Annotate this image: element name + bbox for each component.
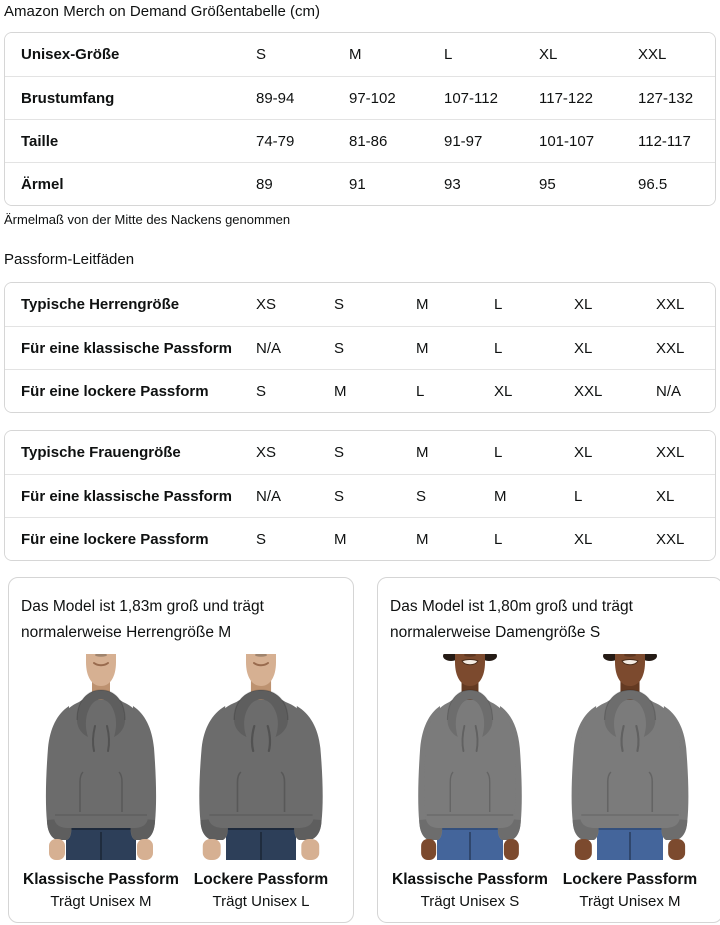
cell: S xyxy=(334,487,345,505)
cell: M xyxy=(334,530,347,548)
cell: L xyxy=(444,46,453,63)
row-label: Für eine lockere Passform xyxy=(21,530,209,548)
male-loose-fit-photo xyxy=(193,654,329,860)
sleeve-measure-note: Ärmelmaß von der Mitte des Nackens genommen xyxy=(4,212,291,227)
cell: L xyxy=(494,444,503,461)
size-label: Trägt Unisex L xyxy=(212,893,310,910)
cell: 96.5 xyxy=(638,175,668,193)
size-table xyxy=(4,32,716,206)
face xyxy=(246,654,276,686)
model-cards xyxy=(4,577,716,923)
cell: M xyxy=(416,444,429,461)
cell: L xyxy=(574,487,583,505)
model-description: Das Model ist 1,80m groß und trägt normalerweise Damengröße S xyxy=(390,598,633,641)
jeans xyxy=(66,826,136,860)
female-loose-fit-photo xyxy=(562,654,698,860)
fit-label: Klassische Passform xyxy=(392,871,548,888)
row-label: Für eine lockere Passform xyxy=(21,382,209,400)
cell: XXL xyxy=(656,530,685,548)
row-label: Für eine klassische Passform xyxy=(21,339,232,357)
row-label: Typische Frauengröße xyxy=(21,444,181,461)
cell: S xyxy=(416,487,427,505)
cell: 91 xyxy=(349,175,366,193)
cell: 81-86 xyxy=(349,132,388,150)
table-row xyxy=(5,76,715,119)
table-row xyxy=(5,517,715,560)
size-label: Trägt Unisex M xyxy=(579,893,681,910)
cell: XL xyxy=(574,530,593,548)
jeans xyxy=(437,826,503,860)
table-row xyxy=(5,474,715,517)
model-figures xyxy=(390,654,710,911)
cell: XXL xyxy=(656,296,685,313)
cell: XL xyxy=(574,444,593,461)
face xyxy=(603,654,657,686)
cell: S xyxy=(256,530,267,548)
model-figure-classic xyxy=(390,654,550,911)
table-row xyxy=(5,33,715,76)
cell: XL xyxy=(574,296,593,313)
fit-label: Lockere Passform xyxy=(193,871,329,888)
model-figure-classic xyxy=(21,654,181,911)
table-row xyxy=(5,431,715,474)
cell: XL xyxy=(656,487,675,505)
cell: N/A xyxy=(656,382,682,400)
cell: XXL xyxy=(656,339,685,357)
page-title: Amazon Merch on Demand Größentabelle (cm) xyxy=(4,3,320,20)
fit-guides-heading: Passform-Leitfäden xyxy=(4,251,135,268)
table-row xyxy=(5,119,715,162)
cell: XL xyxy=(539,46,558,63)
cell: 117-122 xyxy=(539,89,593,107)
cell: XS xyxy=(256,296,277,313)
cell: M xyxy=(416,530,429,548)
cell: 74-79 xyxy=(256,132,295,150)
cell: N/A xyxy=(256,487,282,505)
row-label: Ärmel xyxy=(21,175,64,193)
cell: 89 xyxy=(256,175,273,193)
cell: 97-102 xyxy=(349,89,396,107)
cell: XXL xyxy=(638,46,667,63)
jeans xyxy=(226,826,296,860)
size-label: Trägt Unisex S xyxy=(420,893,520,910)
mens-fit-table xyxy=(4,282,716,413)
cell: 101-107 xyxy=(539,132,595,150)
face xyxy=(86,654,116,686)
cell: S xyxy=(334,296,345,313)
cell: S xyxy=(334,339,345,357)
cell: XS xyxy=(256,444,277,461)
cell: 107-112 xyxy=(444,89,498,107)
model-figure-loose xyxy=(181,654,341,911)
cell: 91-97 xyxy=(444,132,483,150)
cell: S xyxy=(256,382,267,400)
cell: 112-117 xyxy=(638,132,691,150)
cell: L xyxy=(494,530,503,548)
row-label: Taille xyxy=(21,132,59,150)
face xyxy=(443,654,497,686)
female-classic-fit-photo xyxy=(402,654,538,860)
cell: M xyxy=(416,296,429,313)
cell: N/A xyxy=(256,339,282,357)
size-label: Trägt Unisex M xyxy=(50,893,152,910)
cell: M xyxy=(349,46,362,63)
table-row xyxy=(5,283,715,326)
fit-label: Lockere Passform xyxy=(562,871,698,888)
jeans xyxy=(597,826,663,860)
cell: XL xyxy=(494,382,513,400)
cell: M xyxy=(334,382,347,400)
cell: S xyxy=(334,444,345,461)
female-model-card xyxy=(377,577,720,923)
cell: XL xyxy=(574,339,593,357)
male-model-card xyxy=(8,577,354,923)
cell: XXL xyxy=(656,444,685,461)
row-label: Unisex-Größe xyxy=(21,46,120,63)
cell: 93 xyxy=(444,175,461,193)
table-row xyxy=(5,369,715,412)
cell: M xyxy=(494,487,507,505)
cell: XXL xyxy=(574,382,603,400)
womens-fit-table xyxy=(4,430,716,561)
model-figures xyxy=(21,654,341,911)
table-row xyxy=(5,162,715,205)
model-description: Das Model ist 1,83m groß und trägt normalerweise Herrengröße M xyxy=(21,598,264,641)
cell: 95 xyxy=(539,175,556,193)
row-label: Typische Herrengröße xyxy=(21,296,180,313)
cell: M xyxy=(416,339,429,357)
table-row xyxy=(5,326,715,369)
row-label: Für eine klassische Passform xyxy=(21,487,232,505)
cell: L xyxy=(494,296,503,313)
cell: 127-132 xyxy=(638,89,694,107)
fit-label: Klassische Passform xyxy=(23,871,179,888)
cell: 89-94 xyxy=(256,89,295,107)
row-label: Brustumfang xyxy=(21,89,115,107)
cell: L xyxy=(416,382,425,400)
cell: S xyxy=(256,46,267,63)
cell: L xyxy=(494,339,503,357)
model-figure-loose xyxy=(550,654,710,911)
male-classic-fit-photo xyxy=(33,654,169,860)
